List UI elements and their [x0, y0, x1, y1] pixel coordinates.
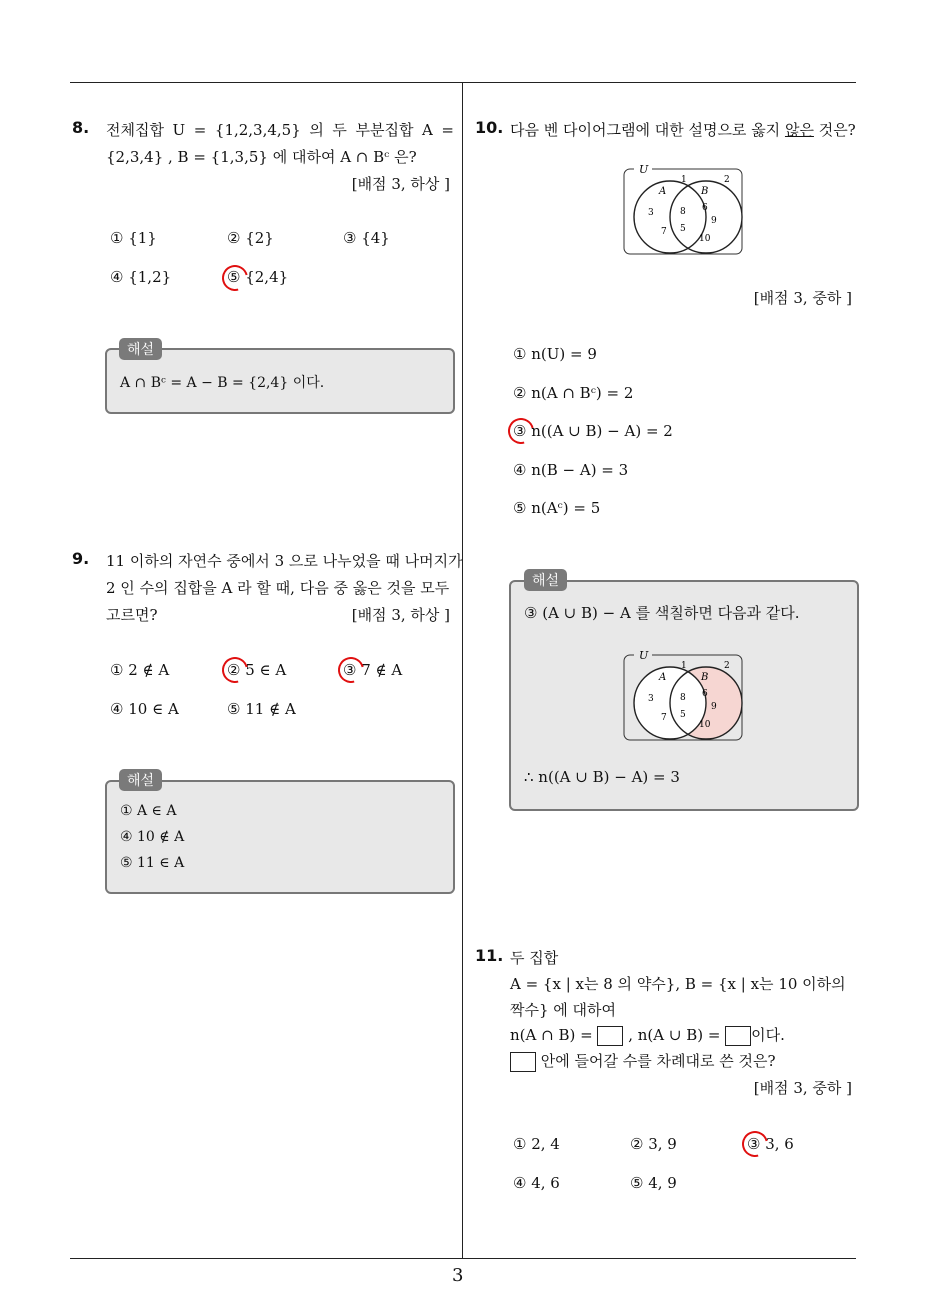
q11-line3-part-a: n(A ∩ B) =	[510, 1026, 598, 1044]
q11-stem-line3	[510, 1024, 785, 1046]
q8-answer-mark	[217, 260, 253, 296]
q11-line3-part-c: 이다.	[751, 1026, 785, 1044]
q11-option-1[interactable]: ① 2, 4	[513, 1135, 560, 1153]
q11-option-5[interactable]: ⑤ 4, 9	[630, 1174, 677, 1192]
q8-solution-tag: 해설	[119, 338, 162, 360]
venn-num-6: 6	[702, 203, 708, 213]
q9-stem-line3: 고르면?	[106, 606, 158, 624]
q11-stem-line1: A = {x | x는 8 의 약수}, B = {x | x는 10 이하의	[510, 975, 846, 993]
q10-solution-tag: 해설	[524, 569, 567, 591]
q8-stem-line1: 전체집합 U = {1,2,3,4,5} 의 두 부분집합 A =	[106, 121, 454, 139]
venn-num-5: 5	[680, 224, 686, 234]
q11-line3-part-b: , n(A ∪ B) =	[623, 1026, 726, 1044]
q11-option-3[interactable]: ③ 3, 6	[747, 1135, 794, 1153]
q11-blank-legend	[510, 1052, 536, 1072]
q11-stem-line4	[510, 1050, 776, 1072]
q11-number: 11.	[475, 946, 504, 965]
q9-score: [배점 3, 하상 ]	[351, 606, 450, 624]
top-rule	[70, 82, 856, 83]
venn2-num-3: 3	[648, 694, 654, 704]
q11-title: 두 집합	[510, 949, 559, 967]
q9-answer-mark-2	[217, 652, 253, 688]
q10-stem-post: 것은?	[813, 121, 856, 139]
q9-answer-mark-3	[333, 652, 369, 688]
q9-option-1[interactable]: ① 2 ∉ A	[110, 661, 170, 679]
venn2-num-9: 9	[711, 702, 717, 712]
venn-num-7: 7	[661, 227, 667, 237]
venn2-label-b: B	[701, 672, 709, 683]
q10-option-3[interactable]: ③ n((A ∪ B) − A) = 2	[513, 422, 673, 440]
venn-label-a: A	[659, 186, 667, 197]
q11-score: [배점 3, 중하 ]	[753, 1079, 852, 1097]
q11-answer-mark	[737, 1126, 773, 1162]
q11-option-4[interactable]: ④ 4, 6	[513, 1174, 560, 1192]
q9-solution-line2: ④ 10 ∉ A	[120, 829, 185, 845]
q11-blank-2	[725, 1026, 751, 1046]
q10-score: [배점 3, 중하 ]	[753, 289, 852, 307]
q10-solution-venn	[620, 646, 746, 744]
q10-option-2[interactable]: ② n(A ∩ Bᶜ) = 2	[513, 384, 634, 402]
venn-label-u: U	[639, 163, 649, 176]
q9-number: 9.	[72, 549, 90, 568]
venn-num-8: 8	[680, 207, 686, 217]
q10-solution-line2: ∴ n((A ∪ B) − A) = 3	[524, 768, 680, 786]
q10-solution-line1: ③ (A ∪ B) − A 를 색칠하면 다음과 같다.	[524, 604, 800, 622]
q8-option-2[interactable]: ② {2}	[227, 229, 274, 247]
venn2-label-u: U	[639, 649, 649, 662]
venn-label-b: B	[701, 186, 709, 197]
column-divider	[462, 82, 463, 1258]
q8-stem-line2: {2,3,4} , B = {1,3,5} 에 대하여 A ∩ Bᶜ 은?	[106, 148, 417, 166]
q10-number: 10.	[475, 118, 504, 137]
q10-stem-underlined: 않은	[784, 121, 814, 139]
venn-num-2: 2	[724, 175, 730, 185]
q8-option-4[interactable]: ④ {1,2}	[110, 268, 172, 286]
venn2-num-5: 5	[680, 710, 686, 720]
q9-stem-line2: 2 인 수의 집합을 A 라 할 때, 다음 중 옳은 것을 모두	[106, 579, 450, 597]
page-number: 3	[452, 1265, 464, 1286]
bottom-rule	[70, 1258, 856, 1259]
q8-option-5[interactable]: ⑤ {2,4}	[227, 268, 289, 286]
venn2-num-1: 1	[681, 661, 687, 671]
q8-option-3[interactable]: ③ {4}	[343, 229, 390, 247]
q8-option-1[interactable]: ① {1}	[110, 229, 157, 247]
q10-option-4[interactable]: ④ n(B − A) = 3	[513, 461, 629, 479]
q10-stem-pre: 다음 벤 다이어그램에 대한 설명으로 옳지	[510, 121, 785, 139]
q10-option-5[interactable]: ⑤ n(Aᶜ) = 5	[513, 499, 601, 517]
q9-solution-line1: ① A ∈ A	[120, 803, 177, 819]
q8-score: [배점 3, 하상 ]	[351, 175, 450, 193]
q8-number: 8.	[72, 118, 90, 137]
venn-num-1: 1	[681, 175, 687, 185]
q10-answer-mark	[503, 413, 539, 449]
venn2-num-10: 10	[699, 720, 711, 730]
venn2-label-a: A	[659, 672, 667, 683]
q9-solution-tag: 해설	[119, 769, 162, 791]
q9-stem-line1: 11 이하의 자연수 중에서 3 으로 나누었을 때 나머지가	[106, 552, 463, 570]
venn2-num-8: 8	[680, 693, 686, 703]
venn-num-3: 3	[648, 208, 654, 218]
q11-stem-line2: 짝수} 에 대하여	[510, 1001, 617, 1019]
q11-option-2[interactable]: ② 3, 9	[630, 1135, 677, 1153]
q9-option-2[interactable]: ② 5 ∈ A	[227, 661, 287, 679]
q10-option-1[interactable]: ① n(U) = 9	[513, 345, 597, 363]
venn-num-10: 10	[699, 234, 711, 244]
q10-venn-diagram	[620, 160, 746, 258]
q9-option-3[interactable]: ③ 7 ∉ A	[343, 661, 403, 679]
q9-option-4[interactable]: ④ 10 ∈ A	[110, 700, 179, 718]
q10-stem	[510, 119, 856, 140]
q11-blank-1	[597, 1026, 623, 1046]
q9-option-5[interactable]: ⑤ 11 ∉ A	[227, 700, 296, 718]
q11-line4-text: 안에 들어갈 수를 차례대로 쓴 것은?	[536, 1052, 776, 1070]
venn2-num-7: 7	[661, 713, 667, 723]
venn2-num-2: 2	[724, 661, 730, 671]
venn2-num-6: 6	[702, 689, 708, 699]
q8-solution-text: A ∩ Bᶜ = A − B = {2,4} 이다.	[120, 375, 325, 391]
q9-solution-line3: ⑤ 11 ∈ A	[120, 855, 185, 871]
venn-num-9: 9	[711, 216, 717, 226]
